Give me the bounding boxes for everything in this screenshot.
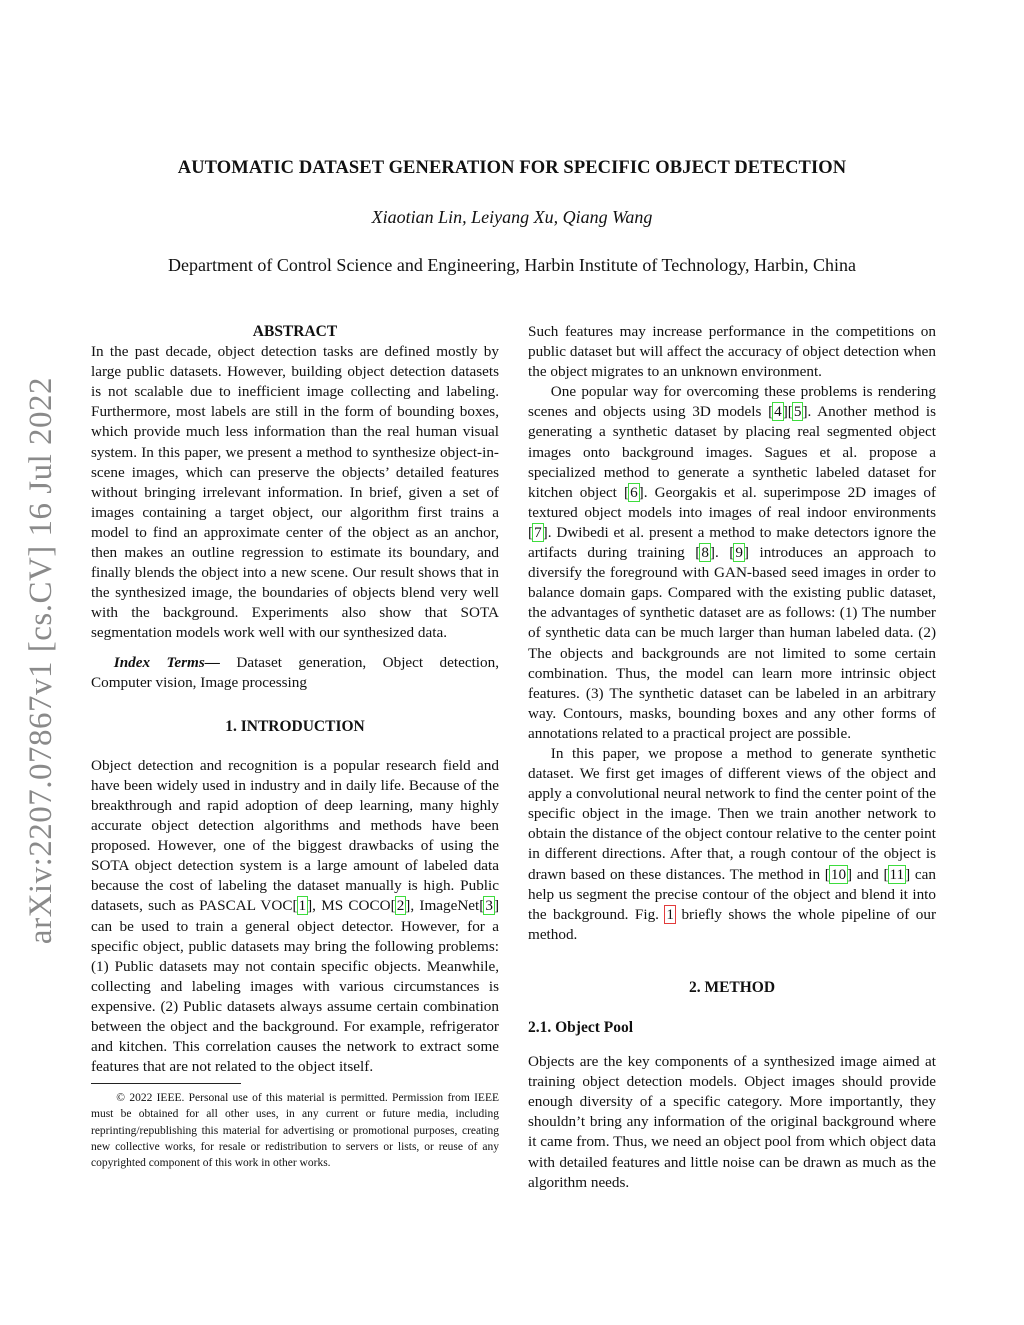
left-column <box>91 322 499 1171</box>
footnote-divider <box>91 1083 241 1084</box>
citation-link[interactable]: 7 <box>534 523 542 541</box>
intro-paragraph-4: In this paper, we propose a method to generate synthetic dataset. We first get images of different views of the object and apply a convolutional neural network to find the center point of the specific object in the image. Then we train another network to obtain the distance of the object contour relative to the center point in different directions. After that, a rough contour of the object is drawn based on these distances. The method in [10] and [11] can help us segment the precise contour of the object and blend it into the background. Fig. 1 briefly shows the whole pipeline of our method. <box>528 744 937 943</box>
copyright-footnote-text: © 2022 IEEE. Personal use of this material is permitted. Permission from IEEE must be obtained for all other uses, in any current or future media, including reprinting/republishing this material for advertising or promotional purposes, creating new collective works, for resale or redistribution to servers or lists, or reuse of any copyrighted component of this work in other works. <box>91 1092 499 1170</box>
citation-link[interactable]: 6 <box>630 483 638 501</box>
citation-link[interactable]: 4 <box>774 403 782 421</box>
right-column <box>528 322 936 1193</box>
abstract-heading: ABSTRACT <box>252 323 338 340</box>
paper-affiliation: Department of Control Science and Engineering, Harbin Institute of Technology, Harbin, China <box>167 255 857 275</box>
index-terms <box>91 653 499 693</box>
intro-paragraph-2: Such features may increase performance in the competitions on public dataset but will affect the accuracy of object detection when the object migrates to an unknown environment. <box>528 323 936 381</box>
paper-title: AUTOMATIC DATASET GENERATION FOR SPECIFIC OBJECT DETECTION <box>177 158 847 178</box>
citation-link[interactable]: 10 <box>830 865 847 883</box>
abstract-text: In the past decade, object detection tasks are defined mostly by large public datasets. However, building object detection datasets is not scalable due to inefficient image collecting and labeling. Furthermore, most labels are still in the form of bounding boxes, which provide much less information than the real human visual system. In this paper, we present a method to synthesize object-in-scene images, which can preserve the objects’ detailed features without bringing irrelevant information. In brief, given a set of images containing a target object, our algorithm first trains a model to find an approximate center of the object as an anchor, then makes an outline regression to estimate its boundary, and finally blends the object into a new scene. Our result shows that in the synthesized image, the boundaries of objects blend very well with the background. Experiments also show that SOTA segmentation models work well with our synthesized data. <box>91 343 499 642</box>
intro-paragraph-3: One popular way for overcoming these problems is rendering scenes and objects using 3D models [4][5]. Another method is generating a synthetic dataset by placing real segmented object images onto background images. Sagues et al. propose a specialized method to generate a synthetic labeled dataset for kitchen object [6]. Georgakis et al. superimpose 2D images of textured object models into images of real indoor environments [7]. Dwibedi et al. present a method to make detectors ignore the artifacts during training [8]. [9] introduces an approach to diversify the foreground with GAN-based seed images in order to balance domain gaps. Compared with the existing public dataset, the advantages of synthetic dataset are as follows: (1) The number of synthetic data can be much larger than human labeled data. (2) The objects and backgrounds are not limited to some certain combination. Thus, the model can learn more intrinsic object features. (3) The synthetic dataset can be labeled in an arbitrary way. Contours, masks, bounding boxes and any other forms of annotations related to a practical project are possible. <box>528 383 936 742</box>
intro-heading: 1. INTRODUCTION <box>225 717 365 735</box>
index-terms-label: Index Terms— <box>113 653 220 671</box>
copyright-footnote <box>91 1090 499 1171</box>
method-paragraph-1: Objects are the key components of a synthesized image aimed at training object detection models. Object images should provide enough diversity of a specific category. More importantly, they shouldn’t bring any information of the original background where it came from. Thus, we need an object pool from which object data with detailed features and little noise can be drawn as much as the algorithm needs. <box>528 1053 936 1191</box>
object-pool-heading: 2.1. Object Pool <box>528 1019 634 1036</box>
arxiv-identifier-text: arXiv:2207.07867v1 [cs.CV] 16 Jul 2022 <box>23 376 60 944</box>
method-heading: 2. METHOD <box>688 978 776 996</box>
citation-link[interactable]: 8 <box>701 544 709 562</box>
citation-link[interactable]: 5 <box>793 403 802 421</box>
index-terms-text: Dataset generation, Object detection, Computer vision, Image processing <box>91 653 500 691</box>
citation-link[interactable]: 9 <box>735 544 743 562</box>
figure-link[interactable]: 1 <box>666 905 675 923</box>
citation-link[interactable]: 1 <box>298 897 307 915</box>
arxiv-identifier <box>20 370 64 950</box>
citation-link[interactable]: 3 <box>485 897 493 915</box>
intro-paragraph-1: Object detection and recognition is a popular research field and have been widely used in industry and in daily life. Because of the breakthrough and rapid adoption of deep learning, many highly accurate object detection algorithms and methods have been proposed. However, one of the biggest drawbacks of using the SOTA object detection system is a large amount of labeled data because the cost of labeling the dataset manually is high. Public datasets, such as PASCAL VOC[1], MS COCO[2], ImageNet[3] can be used to train a general object detector. However, for a specific object, public datasets may bring the following problems: (1) Public datasets may not contain specific objects. Meanwhile, collecting and labeling images with various circumstances is expensive. (2) Public datasets always assume certain combination between the object and the background. For example, refrigerator and kitchen. This correlation causes the network to extract some features that are not related to the object itself. <box>91 756 499 1076</box>
citation-link[interactable]: 2 <box>396 897 405 915</box>
citation-link[interactable]: 11 <box>889 865 905 883</box>
paper-authors: Xiaotian Lin, Leiyang Xu, Qiang Wang <box>371 207 653 227</box>
